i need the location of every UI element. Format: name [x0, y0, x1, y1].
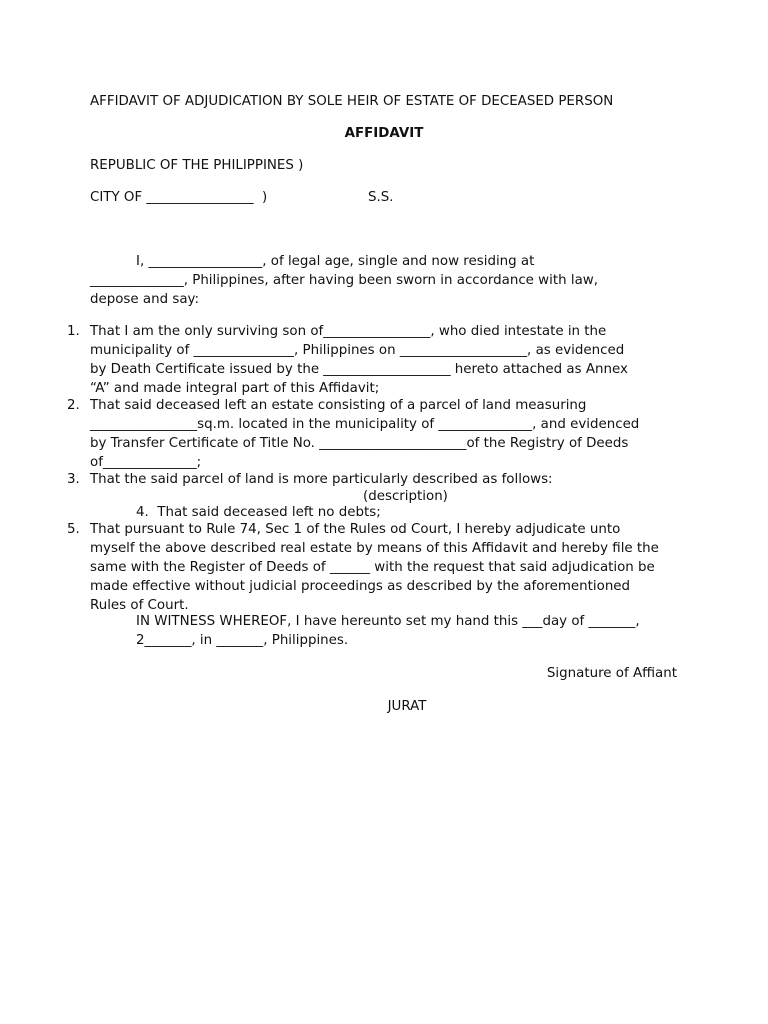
intro-line-2: ______________, Philippines, after having been sworn in accordance with law,	[90, 273, 598, 288]
document-heading: AFFIDAVIT OF ADJUDICATION BY SOLE HEIR OF ESTATE OF DECEASED PERSON	[90, 94, 614, 109]
witness-line-2: 2_______, in _______, Philippines.	[136, 633, 349, 648]
list-item-4: 4. That said deceased left no debts;	[136, 505, 381, 520]
intro-line-3: depose and say:	[90, 292, 199, 307]
ss-label: S.S.	[368, 190, 394, 205]
item-number-2: 2.	[67, 398, 80, 413]
item-2-line: by Transfer Certificate of Title No. ______________________of the Registry of Deeds	[90, 436, 629, 451]
list-item-3	[90, 470, 553, 489]
witness-line-1: IN WITNESS WHEREOF, I have hereunto set my hand this ___day of _______,	[136, 614, 640, 629]
item-number-5: 5.	[67, 522, 80, 537]
list-item-2	[90, 396, 639, 472]
item-1-line: municipality of _______________, Philippines on ___________________, as evidenced	[90, 343, 625, 358]
item-2-line: That said deceased left an estate consisting of a parcel of land measuring	[90, 398, 587, 413]
item-number-1: 1.	[67, 324, 80, 339]
jurat-heading: JURAT	[387, 699, 427, 714]
item-2-line: ________________sq.m. located in the municipality of ______________, and evidenced	[90, 417, 640, 432]
signature-label: Signature of Affiant	[546, 666, 677, 681]
item-5-line: made effective without judicial proceedings as described by the aforementioned	[90, 579, 631, 594]
item-5-line: Rules of Court.	[90, 598, 189, 613]
document-title: AFFIDAVIT	[344, 126, 424, 141]
item-number-3: 3.	[67, 472, 80, 487]
item-2-line: of______________;	[90, 455, 202, 470]
item-5-line: myself the above described real estate by means of this Affidavit and hereby file the	[90, 541, 659, 556]
item-1-line: That I am the only surviving son of________________, who died intestate in the	[90, 324, 607, 339]
item-5-line: That pursuant to Rule 74, Sec 1 of the Rules od Court, I hereby adjudicate unto	[90, 522, 621, 537]
list-item-5	[90, 520, 659, 615]
intro-line-1: I, _________________, of legal age, single and now residing at	[136, 254, 535, 269]
item-1-line: “A” and made integral part of this Affidavit;	[90, 381, 380, 396]
list-item-1	[90, 322, 628, 398]
republic-line: REPUBLIC OF THE PHILIPPINES )	[90, 158, 304, 173]
city-line: CITY OF ________________ )	[90, 190, 268, 205]
item-1-line: by Death Certificate issued by the ___________________ hereto attached as Annex	[90, 362, 628, 377]
item-3-line: That the said parcel of land is more particularly described as follows:	[90, 472, 553, 487]
item-5-line: same with the Register of Deeds of ______ with the request that said adjudication be	[90, 560, 655, 575]
description-label: (description)	[363, 489, 448, 504]
